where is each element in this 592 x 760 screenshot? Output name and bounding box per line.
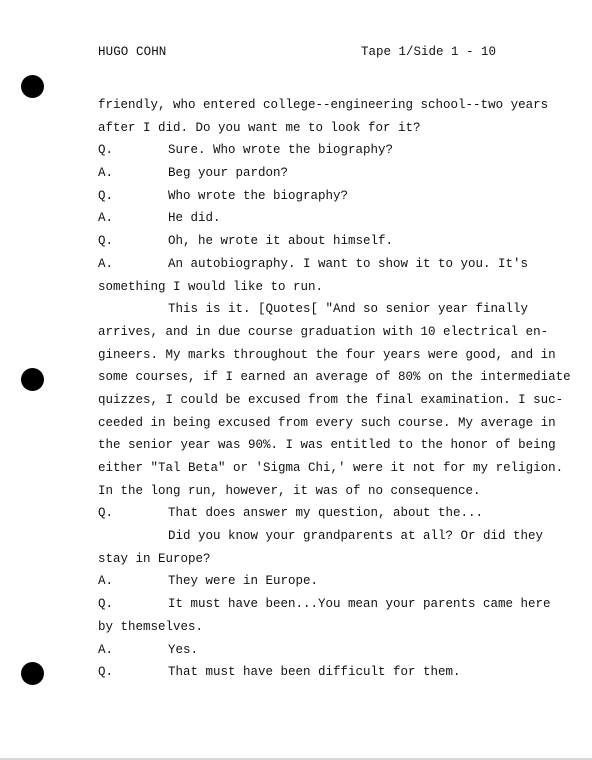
dialogue-line [98, 253, 544, 276]
text-line: either "Tal Beta" or 'Sigma Chi,' were it not for my religion. [98, 461, 564, 475]
speaker-label: A. [98, 166, 114, 181]
speaker-label: Q. [98, 665, 114, 680]
text-line: stay in Europe? [98, 551, 211, 566]
speaker-label: A. [98, 642, 114, 657]
dialogue-line [98, 139, 544, 162]
speaker-label: Q. [98, 506, 114, 521]
dialogue-text: Yes. [168, 642, 199, 657]
text-line: ceeded in being excused from every such course. My average in [98, 415, 556, 430]
dialogue-line [98, 502, 544, 525]
text-line: the senior year was 90%. I was entitled to the honor of being [98, 438, 556, 453]
dialogue-text: That does answer my question, about the... [168, 506, 484, 521]
dialogue-text: It must have been...You mean your parents came here [168, 597, 551, 612]
dialogue-line [98, 593, 551, 616]
transcript-body [98, 94, 571, 684]
text-line: quizzes, I could be excused from the final examination. I suc- [98, 392, 564, 407]
dialogue-text: Who wrote the biography? [168, 188, 349, 203]
dialogue-line [98, 639, 544, 662]
speaker-label: Q. [98, 143, 114, 158]
dialogue-line [98, 570, 544, 593]
text-line: some courses, if I earned an average of 80% on the intermediate [98, 370, 571, 385]
text-line: after I did. Do you want me to look for it? [98, 120, 421, 135]
text-line: friendly, who entered college--engineering school--two years [98, 98, 549, 112]
binder-hole-top [21, 75, 44, 98]
text-line: something I would like to run. [98, 279, 324, 294]
dialogue-line [98, 162, 544, 185]
dialogue-line [98, 230, 544, 253]
dialogue-text: They were in Europe. [168, 574, 319, 589]
dialogue-text: An autobiography. I want to show it to you. It's [168, 256, 529, 271]
binder-hole-bottom [21, 662, 44, 685]
quote-paragraph-start: This is it. [Quotes[ "And so senior year finally [168, 302, 529, 317]
speaker-label: Q. [98, 188, 114, 203]
speaker-label: A. [98, 574, 114, 589]
speaker-label: Q. [98, 597, 114, 612]
paragraph-start: Did you know your grandparents at all? Or did they [168, 529, 544, 544]
header-tape-page: Tape 1/Side 1 - 10 [361, 45, 497, 59]
dialogue-text: Sure. Who wrote the biography? [168, 143, 394, 158]
text-line: gineers. My marks throughout the four years were good, and in [98, 347, 556, 362]
dialogue-text: Oh, he wrote it about himself. [168, 234, 394, 249]
header-interviewee-name: HUGO COHN [98, 45, 167, 59]
dialogue-line [98, 207, 544, 230]
dialogue-text: He did. [168, 211, 221, 226]
speaker-label: A. [98, 211, 114, 226]
speaker-label: A. [98, 256, 114, 271]
text-line: In the long run, however, it was of no consequence. [98, 483, 481, 498]
binder-hole-middle [21, 368, 44, 391]
dialogue-line [98, 185, 544, 208]
text-line: by themselves. [98, 619, 204, 634]
dialogue-text: That must have been difficult for them. [168, 665, 461, 680]
speaker-label: Q. [98, 234, 114, 249]
dialogue-line [98, 661, 544, 684]
dialogue-text: Beg your pardon? [168, 166, 289, 181]
text-line: arrives, and in due course graduation with 10 electrical en- [98, 324, 549, 339]
